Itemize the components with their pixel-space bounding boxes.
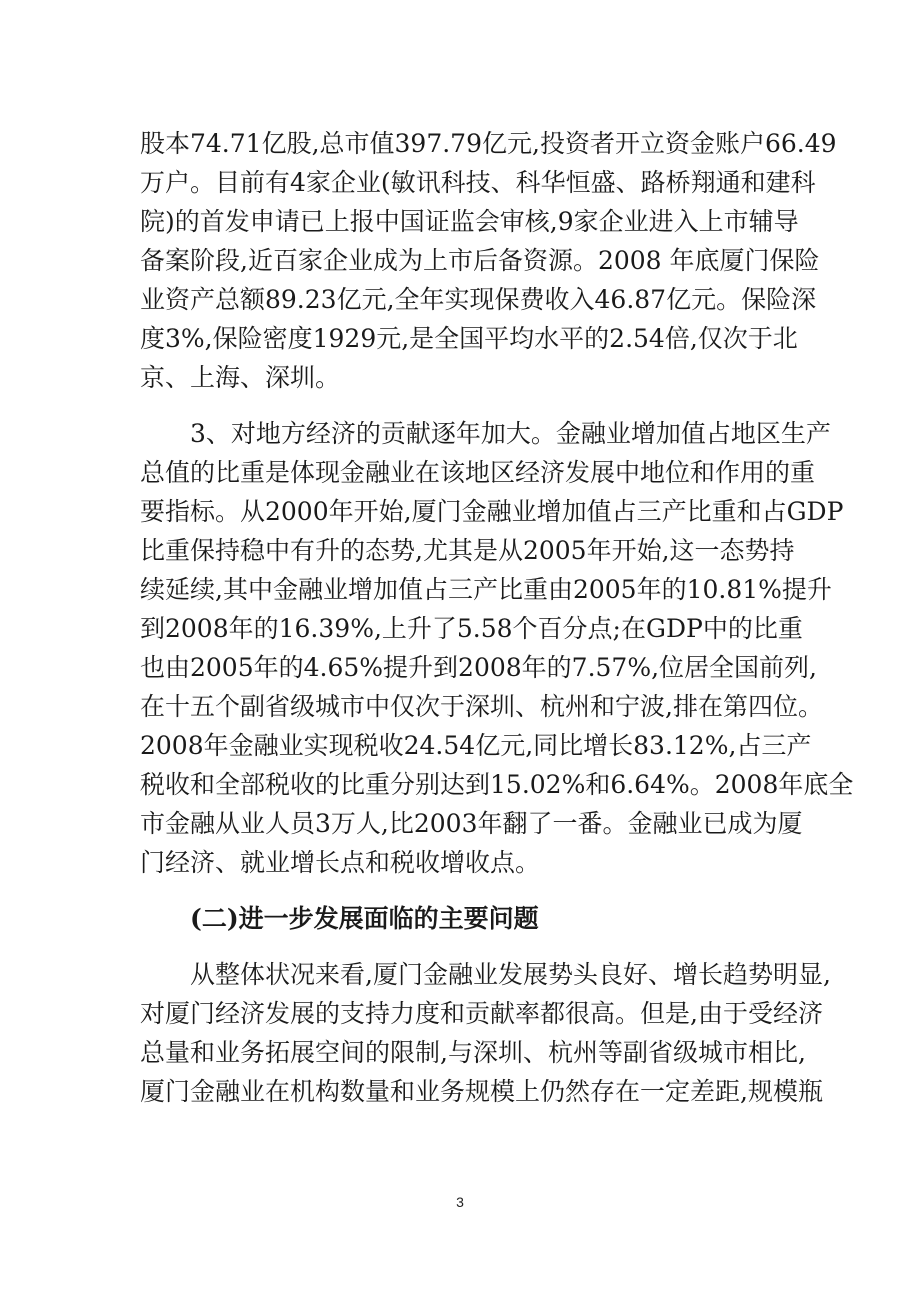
text-line: 度3%,保险密度1929元,是全国平均水平的2.54倍,仅次于北 xyxy=(140,324,798,353)
text-line: 要指标。从2000年开始,厦门金融业增加值占三产比重和占GDP xyxy=(140,497,844,526)
text-line: 万户。目前有4家企业(敏讯科技、科华恒盛、路桥翔通和建科 xyxy=(140,168,816,197)
text-line: 厦门金融业在机构数量和业务规模上仍然存在一定差距,规模瓶 xyxy=(140,1077,823,1106)
text-line: 在十五个副省级城市中仅次于深圳、杭州和宁波,排在第四位。 xyxy=(140,692,823,721)
text-line: 业资产总额89.23亿元,全年实现保费收入46.87亿元。保险深 xyxy=(140,285,817,314)
page-number: 3 xyxy=(456,1194,464,1210)
section-heading: (二)进一步发展面临的主要问题 xyxy=(190,904,539,933)
text-line: 对厦门经济发展的支持力度和贡献率都很高。但是,由于受经济 xyxy=(140,999,823,1028)
text-line: 也由2005年的4.65%提升到2008年的7.57%,位居全国前列, xyxy=(140,653,817,682)
text-line: 院)的首发申请已上报中国证监会审核,9家企业进入上市辅导 xyxy=(140,207,799,236)
text-line: 2008年金融业实现税收24.54亿元,同比增长83.12%,占三产 xyxy=(140,731,812,760)
section-3-heading-line: 3、对地方经济的贡献逐年加大。金融业增加值占地区生产 xyxy=(190,419,831,448)
text-line: 门经济、就业增长点和税收增收点。 xyxy=(140,848,541,877)
text-line: 总量和业务拓展空间的限制,与深圳、杭州等副省级城市相比, xyxy=(140,1038,806,1067)
text-line: 股本74.71亿股,总市值397.79亿元,投资者开立资金账户66.49 xyxy=(140,129,837,158)
text-line: 市金融从业人员3万人,比2003年翻了一番。金融业已成为厦 xyxy=(140,809,803,838)
text-line: 京、上海、深圳。 xyxy=(140,363,341,392)
text-line: 总值的比重是体现金融业在该地区经济发展中地位和作用的重 xyxy=(140,458,816,487)
text-line: 比重保持稳中有升的态势,尤其是从2005年开始,这一态势持 xyxy=(140,536,795,565)
text-line: 到2008年的16.39%,上升了5.58个百分点;在GDP中的比重 xyxy=(140,614,803,643)
text-line: 税收和全部税收的比重分别达到15.02%和6.64%。2008年底全 xyxy=(140,770,854,799)
text-line: 从整体状况来看,厦门金融业发展势头良好、增长趋势明显, xyxy=(190,960,831,989)
text-line: 续延续,其中金融业增加值占三产比重由2005年的10.81%提升 xyxy=(140,575,832,604)
text-line: 备案阶段,近百家企业成为上市后备资源。2008 年底厦门保险 xyxy=(140,246,820,275)
